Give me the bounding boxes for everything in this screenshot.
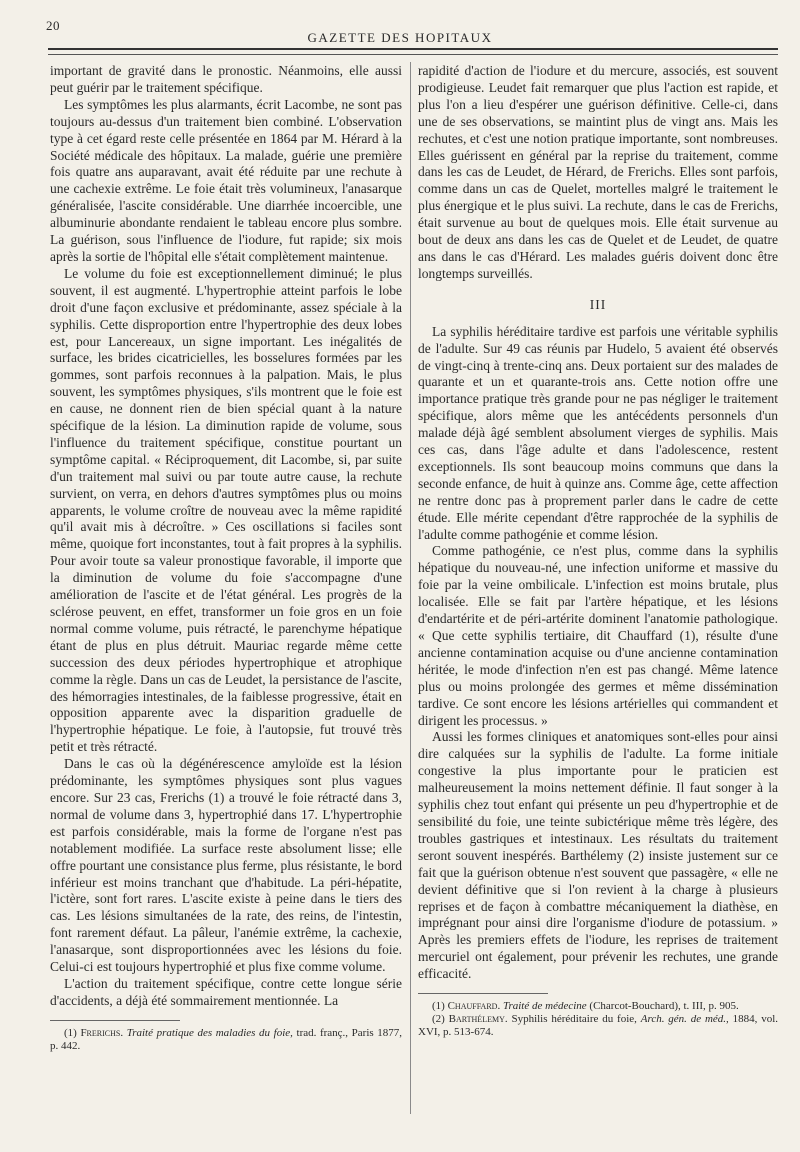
paragraph: L'action du traitement spécifique, contre cette longue série d'accidents, a déjà été sommairement mentionnée. La [50, 975, 402, 1008]
footnote-title: Traité de médecine [502, 1000, 587, 1013]
footnote-rule [418, 993, 548, 994]
paragraph: Les symptômes les plus alarmants, écrit Lacombe, ne sont pas toujours au-dessus d'un traitement bien combiné. L'observation type à cet égard reste celle présentée en 1864 par M. Hérard à la Société médicale des hôpitaux. La malade, guérie une première fois quatre ans auparavant, avait été réduite par une rechute à une cachexie extrême. Le foie était très volumineux, l'anasarque généralisée, l'ascite considérable. Une diarrhée incoercible, une albuminurie abondante rendaient le tableau encore plus sombre. La guérison, sous l'influence de l'iodure, fut rapide; six mois après la sortie de l'hôpital elle s'était complètement maintenue. [50, 96, 402, 264]
right-column [418, 63, 778, 1039]
footnote-title: Arch. gén. de méd., [640, 1013, 729, 1026]
header-rule-thick [48, 48, 778, 50]
paragraph: Dans le cas où la dégénérescence amyloïde est la lésion prédominante, les symptômes physiques sont plus vagues encore. Sur 23 cas, Frerichs (1) a trouvé le foie rétracté dans 3, normal de volume dans 3, hypertrophié dans 17. L'hypertrophie est parfois considérable, mais la forme de l'organe n'est pas notablement modifiée. La surface reste absolument lisse; elle offre pourtant une consistance plus ferme, plus résistante, le bord inférieur est moins tranchant que d'habitude. La péri-hépatite, l'ictère, sont fort rares. L'ascite existe à peine dans le tiers des cas. Les lésions simultanées de la rate, des reins, de l'intestin, font rarement défaut. La pâleur, l'anémie extrême, la cachexie, l'anasarque, sont disproportionnées avec les lésions du foie. Celui-ci est toujours hypertrophié et plus fixe comme volume. [50, 756, 402, 975]
footnote-rest: 1884, vol. XVI, p. 513-674. [418, 1013, 779, 1039]
footnote-marker: (1) [432, 1000, 445, 1013]
footnote-author: Barthélemy. [448, 1013, 508, 1026]
footnote-rest: trad. franç., Paris 1877, p. 442. [50, 1026, 403, 1052]
footnote-title: Traité pratique des maladies du foie, [126, 1026, 293, 1039]
paragraph: Le volume du foie est exceptionnellement diminué; le plus souvent, il est augmenté. L'hypertrophie atteint parfois le lobe droit d'une façon exclusive et prédominante, assez spéciale à la syphilis. Cette disproportion entre l'hypertrophie des deux lobes est, pour Lancereaux, un signe important. Les inégalités de surface, les brides cicatricielles, les bosselures formées par les gommes, sont parfois reconnues à la palpation. Mais, le plus souvent, les symptômes physiques, s'ils montrent que le foie est en cause, ne donnent rien de bien spécial quant à la nature spécifique de la lésion. La diminution rapide de volume, sous l'influence du traitement spécifique, constitue pourtant un symptôme capital. « Réciproquement, dit Lacombe, si, par suite d'un traitement mal suivi ou par toute autre cause, la rechute survient, on verra, en dehors d'autres symptômes plus ou moins apparents, le volume croître de nouveau avec la même rapidité qu'il avait mis à décroître. » Ces oscillations si faciles sont même, quoique fort inconstantes, tout à fait propres à la syphilis. Pour avoir toute sa valeur pronostique favorable, il importe que la diminution de volume du foie s'accompagne d'une amélioration de l'ascite et de l'état général. Les progrès de la sclérose peuvent, en effet, transformer un foie gros en un foie normal comme volume, puis rétracté, le parenchyme hépatique étant de plus en plus détruit. Mauriac regarde même cette succession des deux périodes hypertrophique et atrophique comme la règle. Dans un cas de Leudet, la persistance de l'ascite, des hémorragies intestinales, de la faiblesse progressive, était en opposition apparente avec la disparition graduelle de l'hypertrophie hépatique. Le foie, à l'autopsie, fut trouvé très petit et très rétracté. [50, 265, 402, 755]
footnote [418, 1000, 778, 1013]
header-rule-thin [48, 54, 778, 55]
paragraph: La syphilis héréditaire tardive est parfois une véritable syphilis de l'adulte. Sur 49 cas réunis par Hudelo, 5 avaient été observés de vingt-cinq à trente-cinq ans. Deux portaient sur des malades de quarante et un et quarante-trois ans. Cette notion offre une importance pratique très grande pour ne pas négliger le traitement spécifique, alors même que les antécédents personnels d'un malade déjà âgé semblent absolument vierges de syphilis. Mais ces cas, dans l'âge adulte et dans l'adolescence, restent exceptionnels. Ils sont beaucoup moins communs que dans la seconde enfance, de huit à quinze ans. Comme âge, cette affection ne rentre donc pas à proprement parler dans le cadre de cette étude. Elle mérite cependant d'être rapprochée de la syphilis de l'adulte comme pathogénie et comme lésion. [418, 323, 778, 542]
running-title: GAZETTE DES HOPITAUX [307, 30, 493, 45]
footnote-marker: (2) [432, 1013, 445, 1026]
footnote-rule [50, 1020, 180, 1021]
footnote-author: Chauffard. [447, 1000, 501, 1013]
paragraph: rapidité d'action de l'iodure et du mercure, associés, est souvent prodigieuse. Leudet fait remarquer que plus l'action est rapide, et plus l'on a lieu d'espérer une guérison définitive. Celle-ci, dans une de ses observations, se maintint plus de vingt ans. Mais les rechutes, et c'est une notion pratique importante, sont nombreuses. Elles guérissent en général par la reprise du traitement, comme dans les cas de Leudet, de Hérard, de Frerichs. Elles sont parfois, comme dans un cas de Quelet, mortelles malgré le traitement le plus énergique et le plus suivi. La rechute, dans le cas de Frerichs, était survenue au bout de quelques mois. Elle était survenue au bout de deux ans dans les cas de Quelet et de Leudet, de quatre ans dans le cas d'Hérard. Les malades guéris doivent donc être longtemps surveillés. [418, 63, 778, 281]
paragraph: Aussi les formes cliniques et anatomiques sont-elles pour ainsi dire calquées sur la syphilis de l'adulte. La forme initiale congestive la plus importante pour le praticien est malheureusement la moins nettement définie. Il faut songer à la syphilis chez tout enfant qui présente un peu d'hypertrophie et de sensibilité du foie, une teinte subictérique même très légère, des troubles gastriques et intestinaux. Les résultats du traitement seront souvent inespérés. Barthélemy (2) insiste justement sur ce fait que la guérison obtenue n'est souvent que passagère, « elle ne devient définitive que si l'on revient à la charge à plusieurs reprises et de façon à combattre mécaniquement la diathèse, en imprégnant pour ainsi dire l'organisme d'iodure de potassium. » Après les premiers effets de l'iodure, les reprises de traitement mercuriel ont également, pour prévenir les rechutes, une grande efficacité. [418, 729, 778, 982]
column-divider [410, 62, 411, 1114]
footnote-author: Frerichs. [80, 1026, 124, 1039]
paragraph: important de gravité dans le pronostic. Néanmoins, elle aussi peut guérir par le traitement spécifique. [50, 63, 402, 95]
page-number: 20 [46, 18, 60, 33]
section-heading: III [589, 296, 607, 312]
footnote-marker: (1) [64, 1026, 77, 1039]
left-column [50, 63, 402, 1053]
footnote-title-plain: Syphilis héréditaire du foie, [511, 1013, 637, 1026]
footnote [50, 1027, 402, 1053]
paragraph: Comme pathogénie, ce n'est plus, comme dans la syphilis hépatique du nouveau-né, une infection uniforme et massive du foie par la veine ombilicale. L'infection est moins brutale, plus localisée. Elle se fait par l'artère hépatique, et les lésions d'endartérite et de péri-artérite dominent l'anatomie pathologique. « Que cette syphilis tertiaire, dit Chauffard (1), résulte d'une ancienne contamination acquise ou d'une ancienne contamination héritée, le mode d'infection n'en est pas changé. Même latence plus ou moins prolongée des germes et même dissémination tardive. Ce sont encore les lésions artérielles qui commandent et dirigent les processus. » [418, 543, 778, 728]
footnote-rest: (Charcot-Bouchard), t. III, p. 905. [589, 1000, 739, 1013]
footnote [418, 1013, 778, 1039]
